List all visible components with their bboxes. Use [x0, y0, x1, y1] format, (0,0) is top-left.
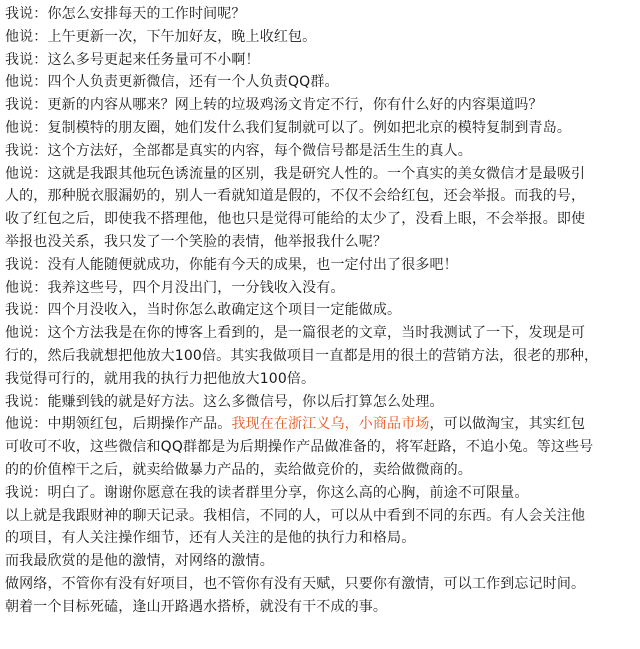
- text-line: 他说：四个人负责更新微信，还有一个人负责QQ群。: [5, 74, 339, 91]
- text-line: 我说：更新的内容从哪来？网上转的垃圾鸡汤文肯定不行，你有什么好的内容渠道吗？: [5, 97, 543, 114]
- text-line: 收了红包之后，即使我不搭理他，他也只是觉得可能给的太少了，没看上眼，不会举报。即使: [5, 211, 586, 228]
- text-line: 他说：我养这些号，四个月没出门，一分钱收入没有。: [5, 279, 345, 296]
- text-line: 我说：没有人能随便就成功，你能有今天的成果，也一定付出了很多吧！: [5, 256, 458, 273]
- text-line: 我说：明白了。谢谢你愿意在我的读者群里分享，你这么高的心胸，前途不可限量。: [5, 484, 529, 501]
- text-line: 可收可不收，这些微信和QQ群都是为后期操作产品做准备的，将军赶路，不追小兔。等这些号: [5, 439, 594, 456]
- text-line: 我说：这么多号更起来任务量可不小啊！: [5, 51, 260, 68]
- text-line: 的项目，有人关注操作细节，还有人关注的是他的执行力和格局。: [5, 530, 416, 547]
- text-line: 朝着一个目标死磕，逢山开路遇水搭桥，就没有干不成的事。: [5, 598, 388, 615]
- text-line: 我说：这个方法好，全部都是真实的内容，每个微信号都是活生生的真人。: [5, 142, 472, 159]
- highlighted-text: 我现在在浙江义乌，小商品市场: [231, 416, 430, 433]
- text-line: 行的，然后我就想把他放大100倍。其实我做项目一直都是用的很土的营销方法，很老的那种，: [5, 347, 599, 364]
- text-line: 他说：上午更新一次，下午加好友，晚上收红包。: [5, 28, 317, 45]
- text-segment: ，可以做淘宝，其实红包: [429, 416, 586, 433]
- text-line: 我说：四个月没收入，当时你怎么敢确定这个项目一定能做成。: [5, 302, 402, 319]
- text-line: 我觉得可行的，就用我的执行力把他放大100倍。: [5, 370, 316, 387]
- text-line: 他说：这就是我跟其他玩色诱流量的区别，我是研究人性的。一个真实的美女微信才是最吸引: [5, 165, 586, 182]
- text-segment: 他说：中期领红包，后期操作产品。: [5, 416, 232, 433]
- text-line: 的的价值榨干之后，就卖给做暴力产品的，卖给做竞价的，卖给做微商的。: [5, 461, 472, 478]
- text-line: 以上就是我跟财神的聊天记录。我相信，不同的人，可以从中看到不同的东西。有人会关注他: [5, 507, 586, 524]
- text-line-with-highlight: [5, 413, 636, 436]
- text-line: 我说：你怎么安排每天的工作时间呢？: [5, 6, 246, 22]
- text-line: 人的，那种脱衣服漏奶的，别人一看就知道是假的，不仅不会给红包，还会举报。而我的号，: [5, 188, 586, 205]
- text-line: 而我最欣赏的是他的激情，对网络的激情。: [5, 553, 274, 570]
- text-line: 做网络，不管你有没有好项目，也不管你有没有天赋，只要你有激情，可以工作到忘记时间。: [5, 575, 586, 592]
- text-line: 举报也没关系，我只发了一个笑脸的表情，他举报我什么呢？: [5, 233, 388, 250]
- text-line: 我说：能赚到钱的就是好方法。这么多微信号，你以后打算怎么处理。: [5, 393, 444, 410]
- text-line: 他说：这个方法我是在你的博客上看到的，是一篇很老的文章，当时我测试了一下，发现是可: [5, 325, 586, 342]
- text-line: 他说：复制模特的朋友圈，她们发什么我们复制就可以了。例如把北京的模特复制到青岛。: [5, 119, 571, 136]
